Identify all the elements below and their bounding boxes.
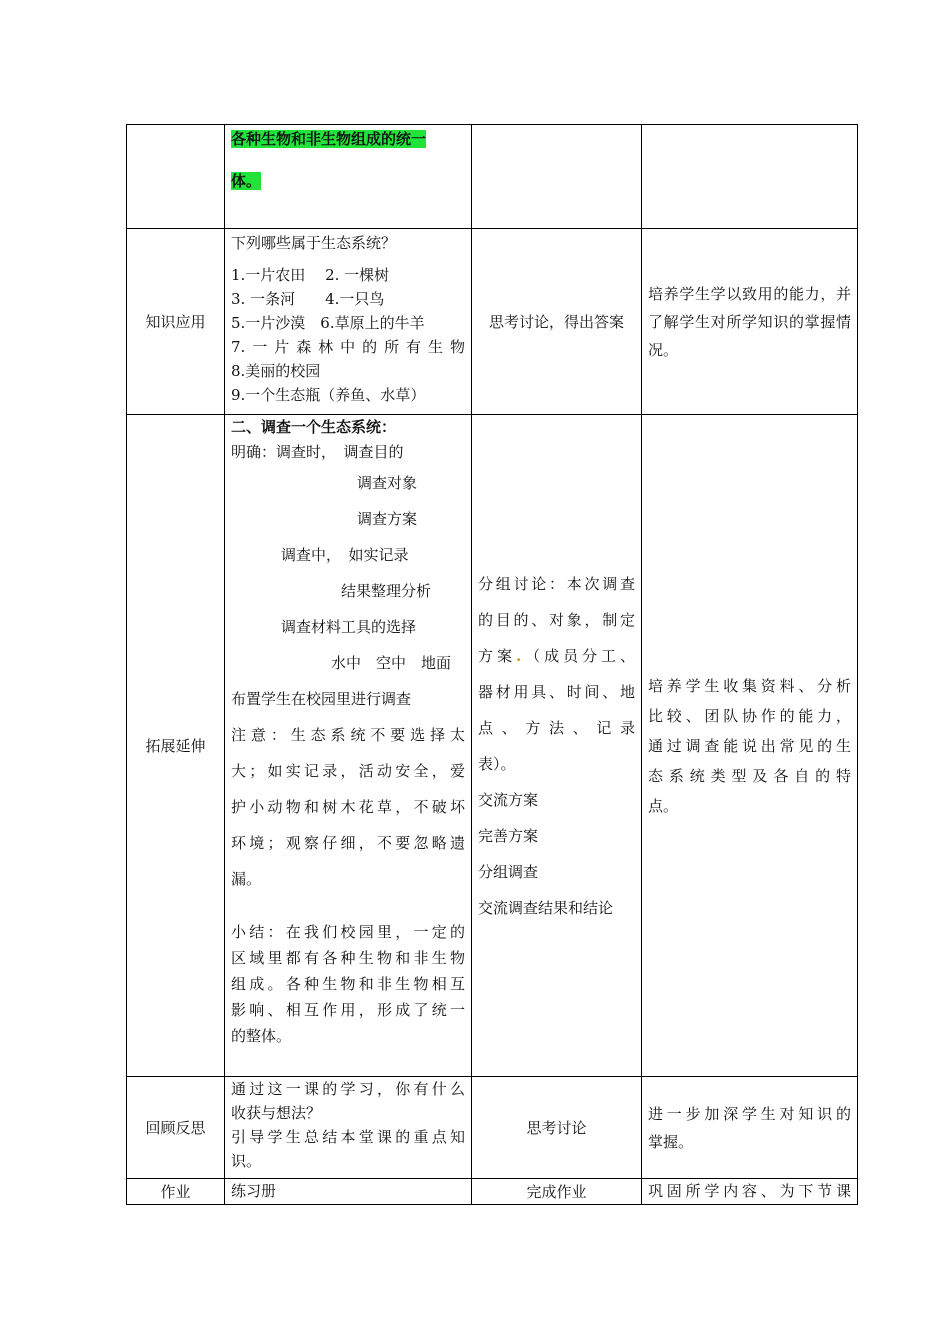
extend-student-line: 完善方案	[478, 826, 539, 845]
review-line: 识。	[231, 1152, 262, 1170]
extend-purpose-line: 点。	[648, 796, 679, 815]
cell-review-purpose	[642, 1077, 858, 1179]
lesson-plan-table	[126, 124, 858, 1205]
review-line: 通过这一课的学习，你有什么	[231, 1080, 465, 1098]
cell-intro-purpose	[642, 125, 858, 229]
extend-line: 调查材料工具的选择	[281, 618, 417, 636]
extend-student-text: （成员分工、	[521, 646, 635, 665]
extend-notice: 大；如实记录，活动安全，爱	[231, 762, 465, 780]
section-label-apply: 知识应用	[127, 229, 225, 415]
cell-extend-purpose	[642, 415, 858, 1077]
definition-highlight: 各种生物和非生物组成的统一	[231, 130, 427, 148]
review-line: 收获与想法？	[231, 1104, 322, 1122]
definition-highlight-end: 体。	[231, 172, 262, 190]
extend-line: 调查中， 如实记录	[281, 546, 409, 564]
table-row-homework	[127, 1179, 858, 1205]
extend-student-line: 表）。	[478, 754, 516, 773]
extend-notice: 护小动物和树木花草，不破坏	[231, 798, 465, 816]
extend-summary: 小结：在我们校园里，一定的	[231, 923, 465, 941]
extend-student-line: 交流方案	[478, 790, 539, 809]
extend-heading: 二、调查一个生态系统：	[231, 418, 397, 436]
review-purpose-line: 掌握。	[648, 1132, 694, 1151]
apply-option: 3. 一条河 4.一只鸟	[231, 290, 385, 308]
review-line: 引导学生总结本堂课的重点知	[231, 1128, 465, 1146]
table-row-review	[127, 1077, 858, 1179]
cell-extend-student	[472, 415, 642, 1077]
apply-option: 1.一片农田 2. 一棵树	[231, 266, 390, 284]
review-purpose-line: 进一步加深学生对知识的	[648, 1104, 851, 1123]
cell-apply-student: 思考讨论，得出答案	[472, 229, 642, 415]
extend-line: 结果整理分析	[341, 582, 432, 600]
extend-student-line: 交流调查结果和结论	[478, 898, 614, 917]
extend-student-text: 方案	[478, 646, 516, 665]
extend-summary: 区域里都有各种生物和非生物	[231, 949, 465, 967]
apply-option: 7.一片森林中的所有生物	[231, 338, 465, 356]
extend-summary: 的整体。	[231, 1027, 292, 1045]
table-row-extend	[127, 415, 858, 1077]
extend-summary: 组成。各种生物和非生物相互	[231, 975, 465, 993]
extend-student-line: 分组讨论：本次调查	[478, 574, 635, 593]
extend-student-line: 点、方法、记录	[478, 718, 635, 737]
cell-homework-student: 完成作业	[472, 1179, 642, 1205]
cell-apply-purpose	[642, 229, 858, 415]
extend-line: 调查方案	[357, 510, 418, 528]
extend-line: 明确：调查时， 调查目的	[231, 443, 404, 461]
extend-purpose-line: 比较、团队协作的能力，	[648, 706, 851, 725]
section-label-review: 回顾反思	[127, 1077, 225, 1179]
cell-homework-purpose	[642, 1179, 858, 1205]
apply-option: 8.美丽的校园	[231, 362, 321, 380]
homework-purpose-text: 巩固所学内容、为下节课	[648, 1182, 851, 1200]
extend-line: 调查对象	[357, 474, 418, 492]
extend-student-line: 的目的、对象，制定	[478, 610, 635, 629]
cell-intro-content	[225, 125, 472, 229]
extend-purpose-line: 态系统类型及各自的特	[648, 766, 851, 785]
cell-intro-student	[472, 125, 642, 229]
section-label-homework: 作业	[127, 1179, 225, 1205]
apply-option: 5.一片沙漠 6.草原上的牛羊	[231, 314, 425, 332]
apply-option: 9.一个生态瓶（养鱼、水草）	[231, 386, 426, 404]
cell-intro-label	[127, 125, 225, 229]
extend-line: 水中 空中 地面	[331, 654, 452, 672]
cell-review-student: 思考讨论	[472, 1077, 642, 1179]
table-row-apply	[127, 229, 858, 415]
orange-dot-mark: .	[515, 646, 522, 665]
apply-question: 下列哪些属于生态系统？	[231, 234, 397, 252]
cell-review-content	[225, 1077, 472, 1179]
extend-notice: 注意：生态系统不要选择太	[231, 726, 465, 744]
extend-notice: 漏。	[231, 870, 262, 888]
extend-student-line: 分组调查	[478, 862, 539, 881]
extend-purpose-line: 培养学生收集资料、分析	[648, 676, 851, 695]
section-label-extend: 拓展延伸	[127, 415, 225, 1077]
table-row-intro	[127, 125, 858, 229]
extend-summary: 影响、相互作用，形成了统一	[231, 1001, 465, 1019]
extend-purpose-line: 通过调查能说出常见的生	[648, 736, 851, 755]
extend-notice: 环境；观察仔细，不要忽略遗	[231, 834, 465, 852]
extend-line: 布置学生在校园里进行调查	[231, 690, 412, 708]
cell-homework-content: 练习册	[225, 1179, 472, 1205]
extend-student-line: 器材用具、时间、地	[478, 682, 635, 701]
cell-apply-content	[225, 229, 472, 415]
apply-purpose-text: 培养学生学以致用的能力，并了解学生对所学知识的掌握情况。	[648, 284, 851, 359]
extend-student-line-wrap	[478, 638, 635, 674]
cell-extend-content	[225, 415, 472, 1077]
